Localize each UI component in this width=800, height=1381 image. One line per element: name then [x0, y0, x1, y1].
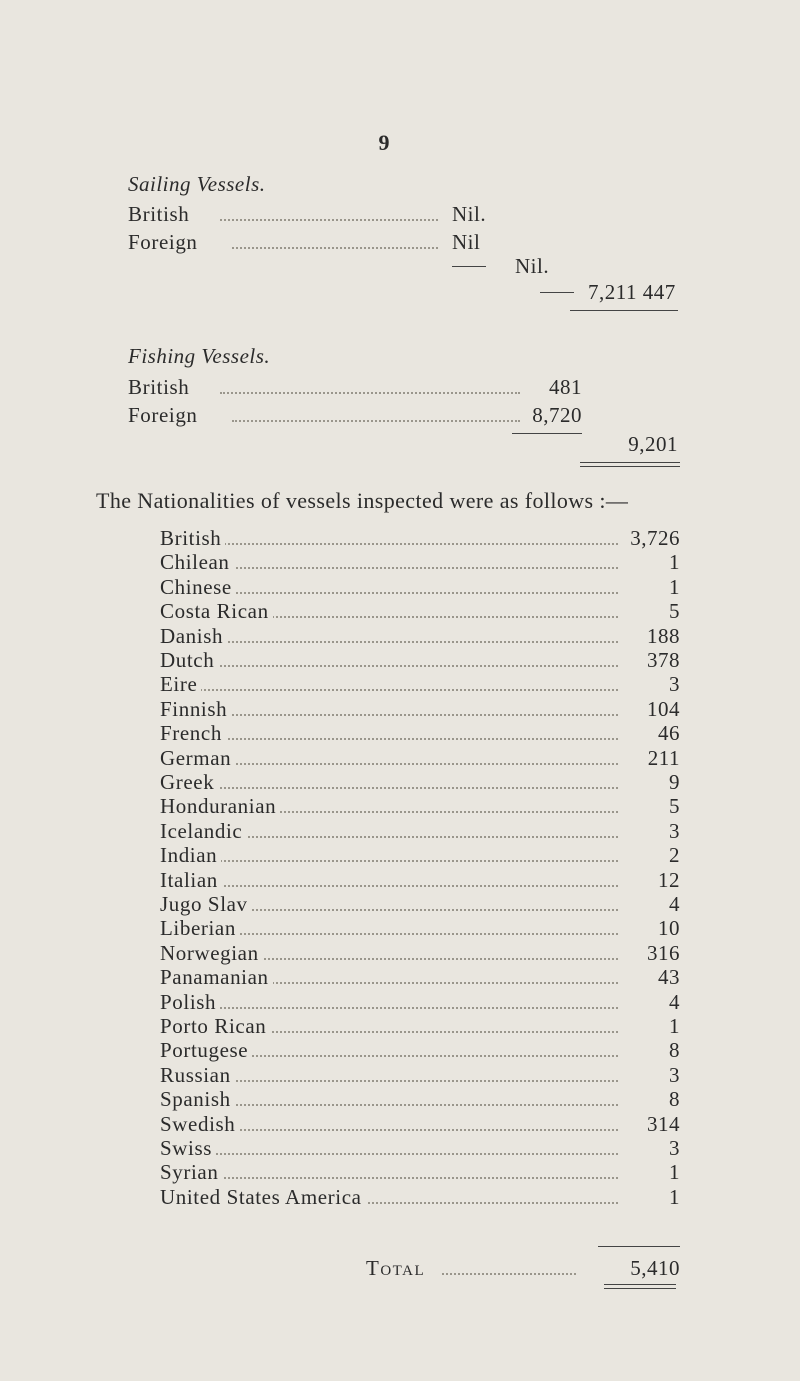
dot-leader	[160, 738, 634, 740]
nationality-count: 211	[620, 746, 680, 771]
nationality-row	[160, 1063, 680, 1087]
nationality-row	[160, 965, 680, 989]
nationality-count: 8	[620, 1087, 680, 1112]
nationality-row	[160, 892, 680, 916]
nationality-count: 9	[620, 770, 680, 795]
nationality-name: British	[160, 526, 225, 551]
dot-leader	[160, 641, 634, 643]
sailing-subtotal-rule	[540, 292, 574, 293]
dot-leader	[160, 1007, 634, 1009]
nationality-row	[160, 550, 680, 574]
sailing-foreign-label: Foreign	[128, 230, 198, 254]
nationality-name: Jugo Slav	[160, 892, 252, 917]
nationality-count: 3	[620, 1063, 680, 1088]
nationality-count: 1	[620, 575, 680, 600]
nationality-row	[160, 1014, 680, 1038]
nationality-count: 2	[620, 843, 680, 868]
nationality-count: 3,726	[620, 526, 680, 551]
total-label: Total	[366, 1256, 426, 1280]
nationality-count: 378	[620, 648, 680, 673]
dot-leader	[160, 1153, 634, 1155]
nationality-count: 4	[620, 990, 680, 1015]
nationality-count: 1	[620, 1185, 680, 1210]
nationality-name: Honduranian	[160, 794, 280, 819]
dot-leader	[160, 860, 634, 862]
nationality-count: 1	[620, 1014, 680, 1039]
sailing-foreign-leader	[232, 247, 438, 249]
nationality-name: Spanish	[160, 1087, 235, 1112]
fishing-total-double-rule	[580, 462, 680, 467]
nationality-name: Russian	[160, 1063, 235, 1088]
nationality-count: 188	[620, 624, 680, 649]
sailing-foreign-value: Nil	[452, 230, 481, 254]
nationality-row	[160, 990, 680, 1014]
nationality-count: 1	[620, 1160, 680, 1185]
dot-leader	[160, 665, 634, 667]
nationality-count: 8	[620, 1038, 680, 1063]
nationality-row	[160, 721, 680, 745]
sailing-british-label: British	[128, 202, 190, 226]
nationality-row	[160, 868, 680, 892]
nationality-name: Panamanian	[160, 965, 273, 990]
sailing-subtotal: Nil.	[515, 254, 550, 278]
sailing-vessels-heading: Sailing Vessels.	[128, 172, 266, 196]
nationality-name: Swiss	[160, 1136, 216, 1161]
nationality-name: Chinese	[160, 575, 236, 600]
nationality-row	[160, 1136, 680, 1160]
nationality-count: 12	[620, 868, 680, 893]
nationality-row	[160, 794, 680, 818]
nationality-row	[160, 575, 680, 599]
nationality-row	[160, 916, 680, 940]
nationalities-intro: The Nationalities of vessels inspected were as follows :—	[96, 488, 629, 513]
nationality-count: 314	[620, 1112, 680, 1137]
nationality-name: Danish	[160, 624, 227, 649]
nationality-name: Icelandic	[160, 819, 246, 844]
fishing-sum-rule	[512, 433, 582, 434]
nationality-count: 5	[620, 599, 680, 624]
fishing-foreign-label: Foreign	[128, 403, 198, 427]
nationality-name: Syrian	[160, 1160, 222, 1185]
sailing-british-leader	[220, 219, 438, 221]
fishing-foreign-value: 8,720	[532, 403, 582, 427]
dot-leader	[160, 885, 634, 887]
nationality-name: Chilean	[160, 550, 234, 575]
nationality-row	[160, 770, 680, 794]
fishing-british-leader	[220, 392, 520, 394]
nationality-name: Norwegian	[160, 941, 263, 966]
running-total: 7,211 447	[588, 280, 676, 304]
nationality-row	[160, 648, 680, 672]
dot-leader	[160, 689, 634, 691]
nationality-row	[160, 1087, 680, 1111]
nationality-count: 10	[620, 916, 680, 941]
fishing-total: 9,201	[628, 432, 678, 456]
dot-leader	[160, 787, 634, 789]
nationality-count: 3	[620, 672, 680, 697]
nationality-count: 1	[620, 550, 680, 575]
nationality-count: 5	[620, 794, 680, 819]
nationality-name: Swedish	[160, 1112, 239, 1137]
total-value: 5,410	[630, 1256, 680, 1280]
nationality-count: 3	[620, 819, 680, 844]
fishing-vessels-heading: Fishing Vessels.	[128, 344, 271, 368]
nationality-name: Porto Rican	[160, 1014, 270, 1039]
nationality-name: Eire	[160, 672, 201, 697]
nationality-row	[160, 819, 680, 843]
sailing-british-value: Nil.	[452, 202, 487, 226]
dot-leader	[160, 1177, 634, 1179]
nationality-name: Indian	[160, 843, 221, 868]
nationality-name: Costa Rican	[160, 599, 273, 624]
total-leader	[442, 1273, 576, 1275]
fishing-foreign-leader	[232, 420, 520, 422]
nationality-row	[160, 697, 680, 721]
total-double-rule	[604, 1284, 676, 1289]
nationality-row	[160, 1160, 680, 1184]
page-number: 9	[378, 130, 390, 155]
nationality-count: 4	[620, 892, 680, 917]
nationality-row	[160, 941, 680, 965]
running-total-rule	[570, 310, 678, 311]
nationality-row	[160, 599, 680, 623]
fishing-british-value: 481	[549, 375, 582, 399]
nationality-row	[160, 1038, 680, 1062]
nationality-name: German	[160, 746, 235, 771]
sailing-sum-rule	[452, 266, 486, 267]
dot-leader	[160, 543, 634, 545]
total-rule	[598, 1246, 680, 1247]
nationality-name: Portugese	[160, 1038, 252, 1063]
nationality-name: Finnish	[160, 697, 231, 722]
nationality-count: 316	[620, 941, 680, 966]
nationality-row	[160, 1185, 680, 1209]
nationality-row	[160, 843, 680, 867]
nationality-name: Greek	[160, 770, 218, 795]
nationality-name: United States America	[160, 1185, 366, 1210]
nationality-name: Liberian	[160, 916, 240, 941]
nationality-name: Italian	[160, 868, 222, 893]
nationality-count: 46	[620, 721, 680, 746]
nationality-name: French	[160, 721, 226, 746]
nationality-row	[160, 1112, 680, 1136]
nationality-count: 104	[620, 697, 680, 722]
fishing-british-label: British	[128, 375, 190, 399]
nationality-name: Dutch	[160, 648, 218, 673]
nationality-name: Polish	[160, 990, 220, 1015]
nationality-count: 43	[620, 965, 680, 990]
nationality-count: 3	[620, 1136, 680, 1161]
nationality-row	[160, 746, 680, 770]
nationality-row	[160, 672, 680, 696]
nationality-row	[160, 624, 680, 648]
nationality-row	[160, 526, 680, 550]
